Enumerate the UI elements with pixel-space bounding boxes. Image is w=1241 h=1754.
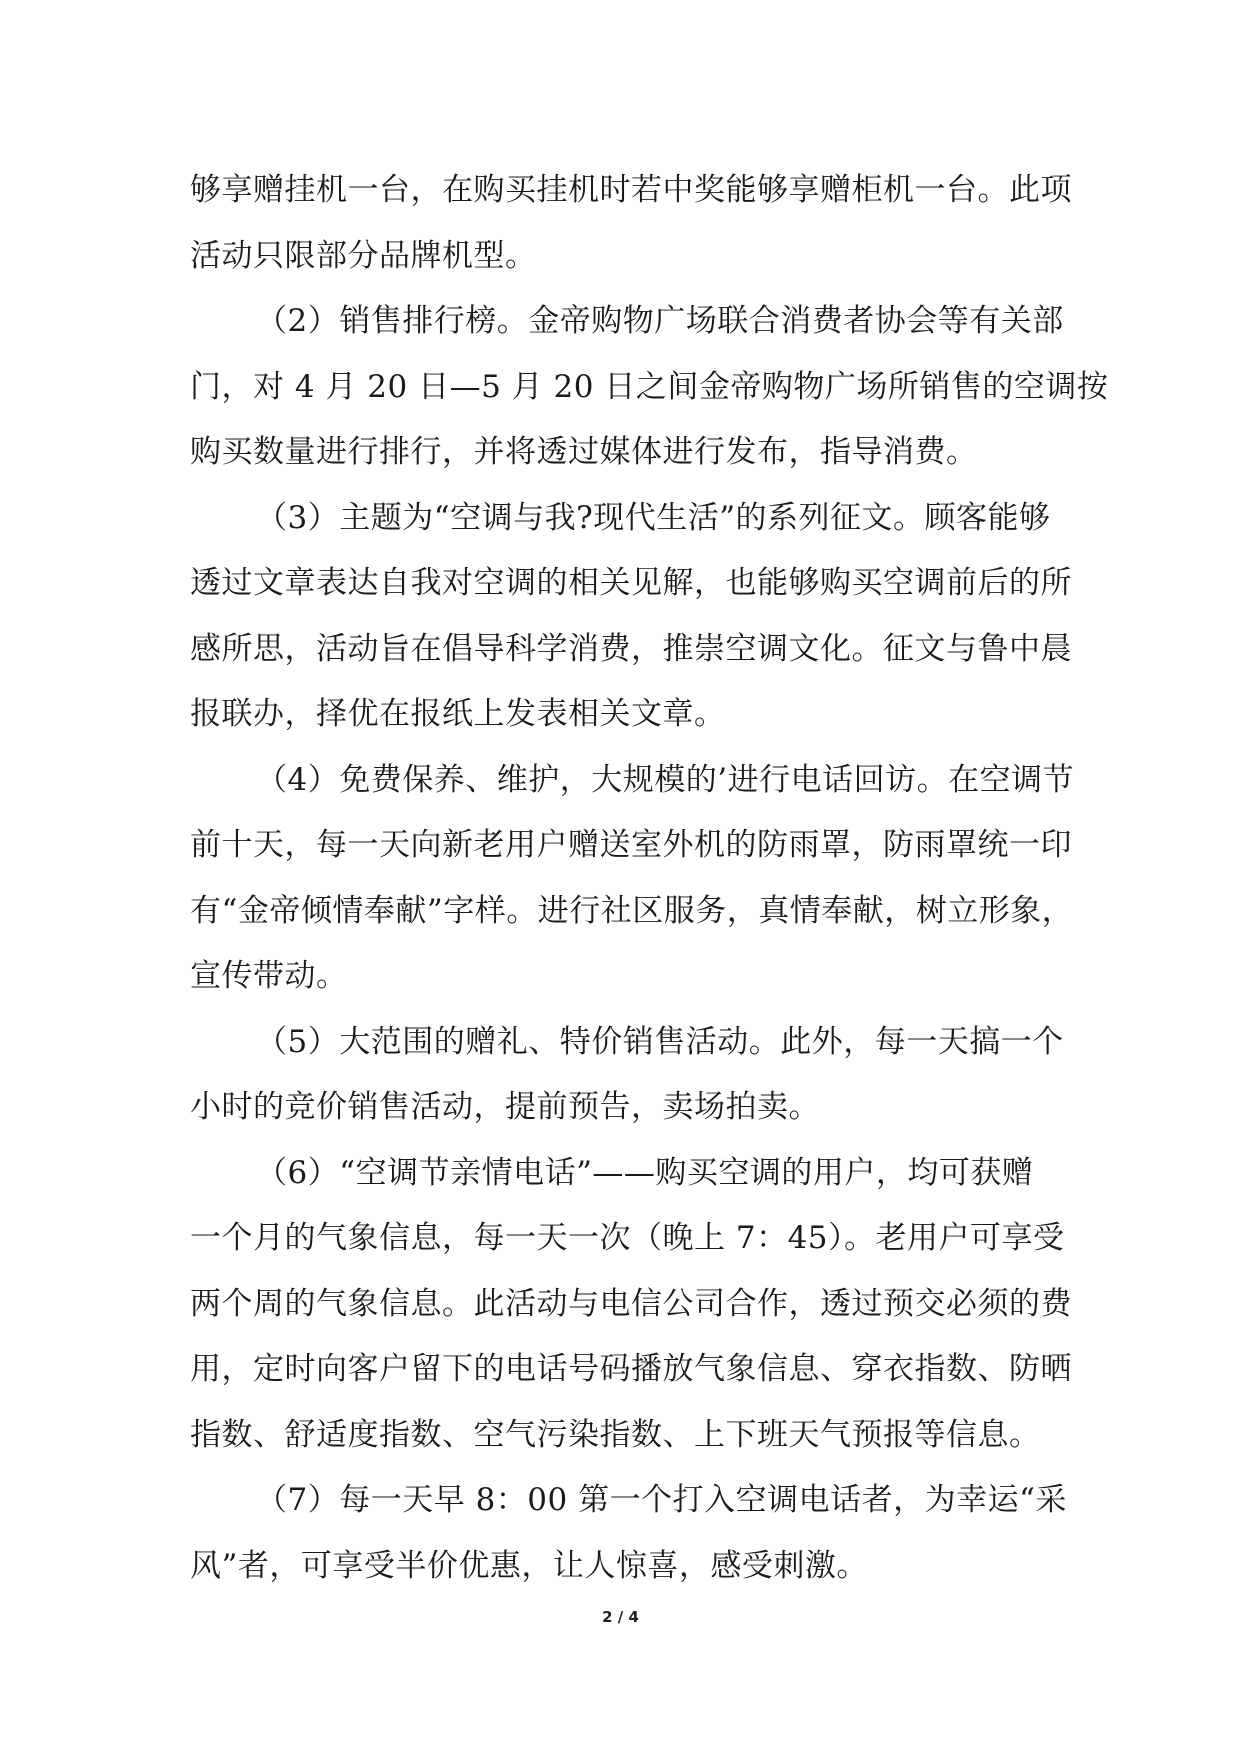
paragraph-3 (190, 486, 1072, 748)
paragraph-5 (190, 1010, 1064, 1141)
text-line: 有“金帝倾情奉献”字样。进行社区服务，真情奉献，树立形象， (190, 892, 1074, 929)
text-line: 小时的竞价销售活动，提前预告，卖场拍卖。 (190, 1089, 820, 1125)
paragraph-2 (190, 289, 1109, 486)
paragraph-7 (190, 1468, 1067, 1599)
text-line: （4）免费保养、维护，大规模的’进行电话回访。在空调节 (256, 761, 1075, 798)
paragraph-4 (190, 748, 1075, 1010)
text-line: 前十天，每一天向新老用户赠送室外机的防雨罩，防雨罩统一印 (190, 827, 1072, 863)
page-number: 2 / 4 (602, 1608, 639, 1626)
text-line: 宣传带动。 (190, 958, 348, 994)
text-line: 一个月的气象信息，每一天一次（晚上 7：45）。老用户可享受 (190, 1220, 1065, 1256)
text-line: 感所思，活动旨在倡导科学消费，推崇空调文化。征文与鲁中晨 (190, 630, 1072, 667)
paragraph-1 (190, 158, 1072, 289)
text-line: 指数、舒适度指数、空气污染指数、上下班天气预报等信息。 (190, 1416, 1041, 1453)
text-line: （2）销售排行榜。金帝购物广场联合消费者协会等有关部 (256, 303, 1064, 339)
paragraph-6 (190, 1141, 1072, 1469)
text-line: （3）主题为“空调与我?现代生活”的系列征文。顾客能够 (256, 499, 1051, 536)
text-line: 透过文章表达自我对空调的相关见解，也能够购买空调前后的所 (190, 565, 1072, 601)
text-line: （5）大范围的赠礼、特价销售活动。此外，每一天搞一个 (256, 1023, 1064, 1060)
text-line: 门，对 4 月 20 日—5 月 20 日之间金帝购物广场所销售的空调按 (190, 368, 1109, 405)
text-line: 风”者，可享受半价优惠，让人惊喜，感受刺激。 (190, 1547, 868, 1584)
text-line: 报联办，择优在报纸上发表相关文章。 (190, 696, 726, 732)
text-line: 够享赠挂机一台，在购买挂机时若中奖能够享赠柜机一台。此项 (190, 172, 1072, 208)
text-line: （7）每一天早 8：00 第一个打入空调电话者，为幸运“采 (256, 1482, 1067, 1518)
page-body (190, 158, 1109, 1599)
text-line: 购买数量进行排行，并将透过媒体进行发布，指导消费。 (190, 434, 978, 470)
text-line: （6）“空调节亲情电话”——购买空调的用户，均可获赠 (256, 1154, 1034, 1191)
text-line: 活动只限部分品牌机型。 (190, 237, 537, 274)
text-line: 两个周的气象信息。此活动与电信公司合作，透过预交必须的费 (190, 1285, 1072, 1322)
text-line: 用，定时向客户留下的电话号码播放气象信息、穿衣指数、防晒 (190, 1351, 1072, 1387)
